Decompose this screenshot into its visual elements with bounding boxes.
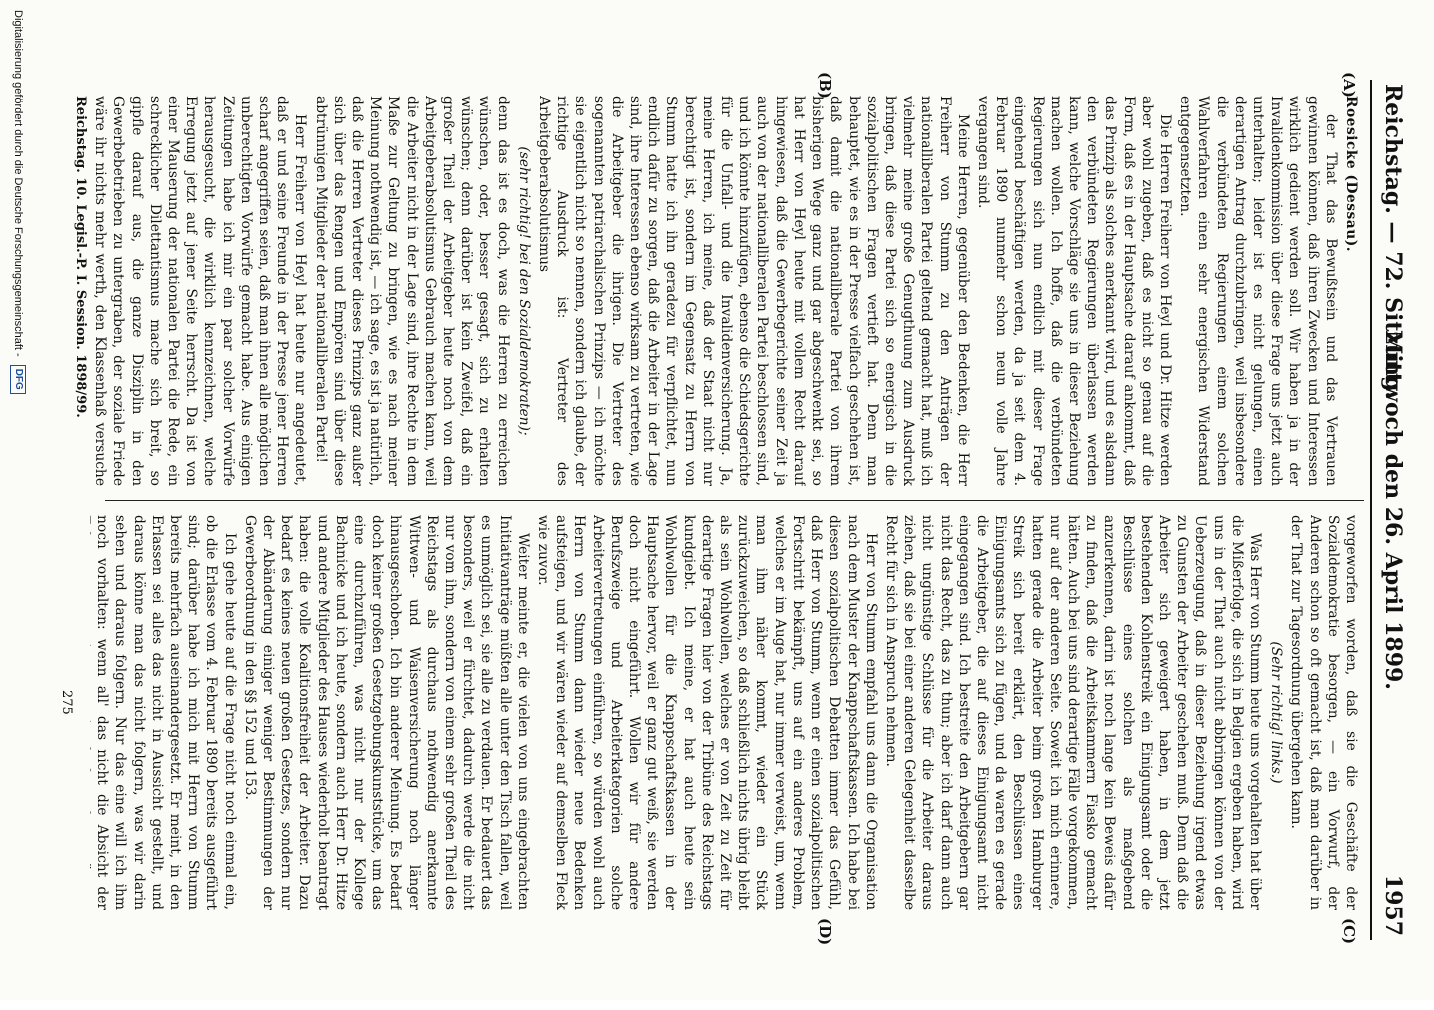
- paragraph: Weiter meinte er, die vielen von uns eingebrachten Initiativanträge müßten alle unter den Tisch fallen, weil es unmöglich sei, sie alle zu verdauen. Er bedauert das besonders, weil er fürchtet, dadurch werde die nicht nur vom ihm, sondern von einem sehr großen Theil des Reichstags als durchaus nothwendig anerkannte Wittwen- und Waisenversicherung noch länger hinausgeschoben. Ich bin anderer Meinung. Es bedarf doch keiner großen Gesetzgebungskunststücke, um das eine durchzuführen, was nicht nur der Kollege Bachnicke und ich heute, sondern auch Herr Dr. Hitze und andere Mitglieder des Hauses wiederholt beantragt haben: die volle Koalitionsfreiheit der Arbeiter. Dazu bedarf es keines neuen großen Gesetzes, sondern nur der Abänderung einiger weniger Bestimmungen der Gewerbeordnung in den §§ 152 und 153.: [241, 515, 531, 910]
- margin-marker-c: (C): [1340, 918, 1358, 945]
- speaker-name: Roesicke (Dessau).: [1343, 96, 1359, 253]
- margin-marker-b: (B): [816, 72, 834, 99]
- paragraph: der That das Bewußtsein und das Vertrauen gewinnen können, daß ihren Zwecken und Interessen wirklich gedient werden soll. Wir haben ja in der Invalidenkommission über diese Frage uns jetzt auch unterhalten; leider ist es nicht gelungen, einen derartigen Antrag durchzubringen, weil insbesondere die verbündeten Regierungen einem solchen Wahlverfahren einen sehr energischen Widerstand entgegensetzten.: [1177, 96, 1339, 486]
- credit-text: Digitalisierung gefördert durch die Deutsche Forschungsgemeinschaft -: [12, 10, 24, 357]
- margin-marker-a: (A): [1340, 72, 1358, 98]
- paragraph: vorgeworfen worden, daß sie die Geschäfte der Sozialdemokratie besorgen, — ein Vorwurf, der Anderen schon so oft gemacht ist, daß man darüber in der That zur Tagesordnung übergehen kann.: [1288, 515, 1359, 910]
- speaker-line: [1342, 96, 1360, 486]
- page-footer: Reichstag. 10. Legisl.-P. I. Session. 1898/99.: [73, 96, 88, 418]
- paragraph: Ich gehe heute auf die Frage nicht noch einmal ein, ob die Erlasse vom 4. Februar 1890 bereits ausgeführt sind; darüber habe ich mich mit Herrn von Stumm bereits mehrfach auseinandergesetzt. Er meint, in den Erlassen sei alles das nicht in Aussicht gestellt, und daraus könne man das nicht folgern, was wir darin sehen und daraus folgern. Nur das eine will ich ihm noch vorhalten: wenn all' das nicht die Absicht der: [94, 515, 238, 910]
- paragraph: Herr von Stumm empfahl uns dann die Organisation nach dem Muster der Knappschaftskassen. Ich habe bei diesen sozialpolitischen Debatten immer das Gefühl, daß Herr von Stumm, wenn er einen sozialpolitischen Fortschritt bekämpft, uns auf ein anderes Problem, welches er im Auge hat, nur immer verweist, um, wenn man ihm näher kommt, wieder ein Stück zurückzuweichen, so daß schließlich nichts übrig bleibt als sein Wohlwollen, welches er von Zeit zu Zeit für derartige Fragen hier von der Tribüne des Reichstags kundgiebt. Ich meine, er hat auch heute sein Wohlwollen für die Knappschaftskassen in der Hauptsache hervor, weil er ganz gut weiß, sie werden doch nicht eingeführt. Wollen wir für andere Berufszweige und Arbeiterkategorien solche Arbeitervertretungen einführen, so würden wohl auch Herrn von Stumm dann wieder neue Bedenken aufsteigen, und wir wären wieder auf demselben Fleck wie zuvor.: [535, 515, 879, 910]
- column-divider: [105, 500, 1364, 501]
- paragraph: Meine Herren, gegenüber den Bedenken, die Herr Freiherr von Stumm zu den Anträgen der nationalliberalen Partei geltend gemacht hat, muß ich vielmehr meine große Genugthuung zum Ausdruck bringen, daß diese Partei sich so energisch in die sozialpolitischen Fragen vertieft hat. Denn man behauptet, wie es in der Presse vielfach geschehen ist, daß damit die nationalliberale Partei von ihrem bisherigen Wege ganz und gar abgeschwenkt sei, so hat Herr von Heyl heute mit vollem Recht darauf hingewiesen, daß die Gewerbegerichte seiner Zeit ja auch von der nationalliberalen Partei beschlossen sind, und ich könnte hinzufügen, ebenso die Schiedsgerichte für die Unfall- und die Invalidenversicherung. Ja, meine Herren, ich meine, daß der Staat nicht nur berechtigt ist, sondern im Gegensatz zu Herrn von Stumm hatte ich ihn geradezu für verpflichtet, nun endlich dafür zu sorgen, daß die Arbeiter in der Lage sind, ihre Interessen ebenso wirksam zu vertreten, wie die Arbeitgeber die ihrigen. Die Vertreter des sogenannten patriarchalischen Prinzips — ich möchte sie eigentlich nicht so nennen, sondern ich glaube, der richtige Ausdruck ist: Vertreter des Arbeitgeberabsolutismus: [536, 96, 971, 486]
- paragraph: Was Herr von Stumm heute uns vorgehalten hat über die Mißerfolge, die sich in Belgien ergeben haben, wird uns in der That auch nicht abbringen können von der Ueberzeugung, daß in dieser Beziehung irgend etwas zu Gunsten der Arbeiter geschehen muß. Denn daß die Arbeiter sich geweigert haben, in dem jetzt bestehenden Kohlenstreik ein Einigungsamt oder die Beschlüsse eines solchen als maßgebend anzuerkennen, darin ist noch lange kein Beweis dafür zu finden, daß die Arbeitskammern Fiasko gemacht hätten. Auch bei uns sind derartige Fälle vorgekommen, nur auf der anderen Seite. Soweit ich mich erinnere, hatten gerade die Arbeiter beim großen Hamburger Streik sich bereit erklärt, den Beschlüssen eines Einigungsamts sich zu fügen, und da waren es gerade die Arbeitgeber, die auf dieses Einigungsamt nicht eingegangen sind. Ich bestreite den Arbeitgebern gar nicht das Recht, das zu thun; aber ich darf dann auch nicht ungünstige Schlüsse für die Arbeiter daraus ziehen, daß sie bei einer anderen Gelegenheit dasselbe Recht für sich in Anspruch nehmen.: [882, 515, 1263, 910]
- header-date: Mittwoch den 26. April 1899.: [1380, 330, 1406, 690]
- header-left: Reichstag. — 72. Sitzung.: [1380, 84, 1406, 400]
- digitization-credit: [4, 0, 32, 1010]
- margin-marker-d: (D): [816, 918, 834, 946]
- paragraph: denn das ist es doch, was die Herren zu erreichen wünschen, oder, besser gesagt, sich zu erhalten wünschen; denn darüber ist kein Zweifel, daß ein großer Theil der Arbeitgeber heute noch von dem Arbeitgeberabsolutismus Gebrauch machen kann, weil die Arbeiter nicht in der Lage sind, ihre Rechte in dem Maße zur Geltung zu bringen, wie es nach meiner Meinung nothwendig ist, — ich sage, es ist ja natürlich, daß die Herren Vertreter dieses Prinzips ganz außer sich über das Rengen und Empören sind über diese abtrünnigen Mitglieder der nationalliberalen Partei!: [312, 96, 511, 486]
- left-column: [90, 96, 1360, 486]
- interjection: (Sehr richtig! links.): [1268, 641, 1285, 784]
- paragraph: Die Herren Freiherr von Heyl und Dr. Hitze werden aber wohl zugeben, daß es nicht so genau auf die Form, daß es in der Hauptsache darauf ankommt, daß das Prinzip als solches anerkannt wird, und es alsdann den verbündeten Regierungen überlassen werden kann, welche Vorschläge sie uns in dieser Beziehung machen wollen. Ich hoffe, daß die verbündeten Regierungen sich nun endlich mit dieser Frage eingehend beschäftigen werden, da ja seit dem 4. Februar 1890 nunmehr schon neun volle Jahre vergangen sind.: [974, 96, 1173, 486]
- interjection: (sehr richtig! bei den Sozialdemokraten);: [515, 146, 532, 436]
- paragraph: Herr Freiherr von Heyl hat heute nur angedeutet, daß er und seine Freunde in der Presse jener Herren scharf angegriffen seien, daß man ihnen alle möglichen unberechtigten Vorwürfe gemacht habe. Aus einigen Zeitungen habe ich mir ein paar solcher Vorwürfe herausgesucht, die wirklich kennzeichnen, welche Erregung jetzt auf jener Seite herrscht. Da ist von einer Mauserung der nationalen Partei die Rede, ein schrecklicher Dilettantismus mache sich breit, so gipfle darauf aus, die ganze Disziplin in den Gewerbebetrieben zu untergraben, der soziale Friede wäre ihr nichts mehr werth, den Klassenhaß versuche: [92, 96, 309, 486]
- right-column: [90, 515, 1360, 910]
- page-header: [1370, 80, 1416, 940]
- header-page-number: 1957: [1380, 874, 1406, 936]
- dfg-logo-icon: DFG: [10, 365, 26, 394]
- page-number: 275: [59, 690, 74, 715]
